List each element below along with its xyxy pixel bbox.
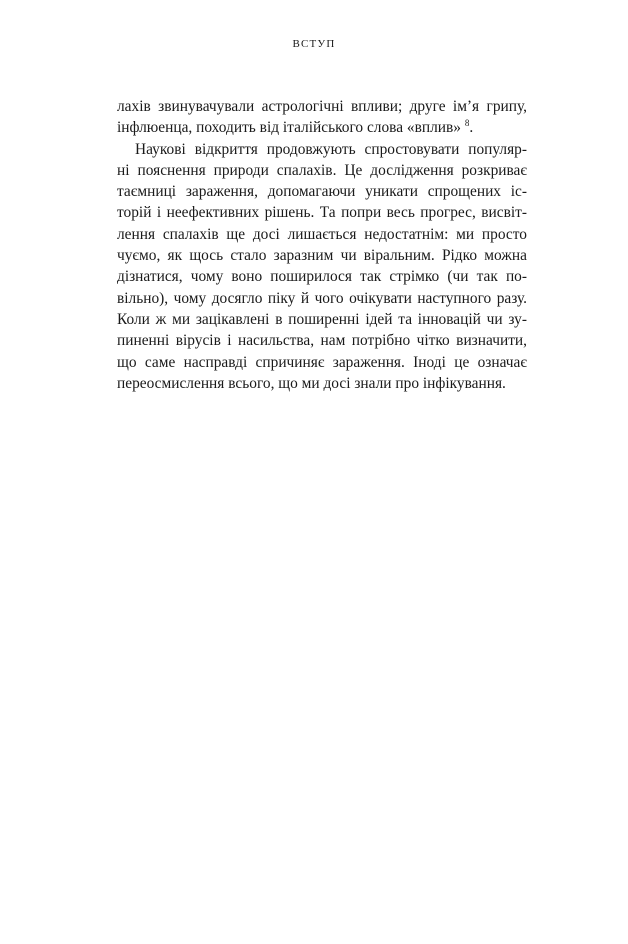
text-line: ні пояснення природи спалахів. Це дослідження розкриває <box>117 161 527 179</box>
text-line: таємниці зараження, допомагаючи уникати спрощених іс- <box>117 183 527 201</box>
text-line: пиненні вірусів і насильства, нам потрібно чітко визначити, <box>117 332 527 350</box>
paragraph-continuation <box>117 96 527 139</box>
text-line: що саме насправді спричиняє зараження. Іноді це означає <box>117 353 527 371</box>
trailing-punctuation: . <box>469 119 474 137</box>
text-line: лення спалахів ще досі лишається недостатнім: ми просто <box>117 225 527 243</box>
text-line: Коли ж ми зацікавлені в поширенні ідей та інновацій чи зу- <box>117 310 527 328</box>
text-line: лахів звинувачували астрологічні впливи; друге ім’я грипу, <box>117 98 527 115</box>
body-text <box>117 96 527 394</box>
paragraph <box>117 139 527 395</box>
text-line <box>117 117 527 138</box>
footnote-marker: 8 <box>464 118 470 129</box>
text-line: Наукові відкриття продовжують спростовувати популяр- <box>135 140 527 158</box>
text-line: вільно), чому досягло піку й чого очікувати наступного разу. <box>117 289 527 307</box>
text-line: торій і неефективних рішень. Та попри весь прогрес, висвіт- <box>117 204 527 222</box>
text-line: чуємо, як щось стало заразним чи віральним. Рідко можна <box>117 247 527 265</box>
text-line-content: інфлюенца, походить від італійського слова «вплив» <box>117 119 461 137</box>
text-line: дізнатися, чому воно поширилося так стрімко (чи так по- <box>117 268 527 286</box>
text-line: переосмислення всього, що ми досі знали про інфікування. <box>117 374 506 392</box>
running-header: ВСТУП <box>292 38 336 50</box>
